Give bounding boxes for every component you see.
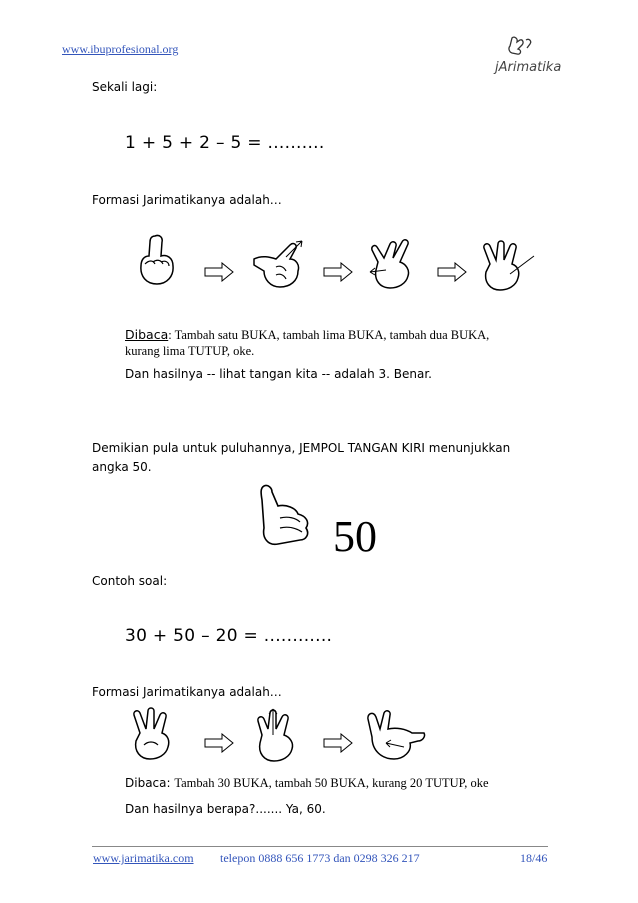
result-text-1: Dan hasilnya -- lihat tangan kita -- adalah 3. Benar. bbox=[125, 367, 432, 381]
equation-2: 30 + 50 – 20 = ............ bbox=[125, 626, 333, 646]
footer-divider bbox=[92, 846, 548, 847]
equation-1: 1 + 5 + 2 – 5 = .......... bbox=[125, 133, 325, 153]
hand-icon bbox=[130, 705, 180, 763]
header-url-link[interactable]: www.ibuprofesional.org bbox=[62, 42, 179, 56]
example-label: Contoh soal: bbox=[92, 574, 168, 588]
read-label-2: Dibaca: bbox=[125, 776, 171, 790]
hand-icon bbox=[364, 703, 428, 765]
right-arrow-icon bbox=[437, 262, 467, 282]
right-arrow-icon bbox=[323, 262, 353, 282]
read-text-1-line-2: kurang lima TUTUP, oke. bbox=[125, 344, 255, 358]
logo-text: jArimatika bbox=[495, 60, 562, 75]
read-text-2-content: Tambah 30 BUKA, tambah 50 BUKA, kurang 20 TUTUP, oke bbox=[174, 776, 489, 790]
read-text-1-line-1 bbox=[125, 327, 489, 343]
page-number: 18/46 bbox=[520, 851, 548, 865]
right-arrow-icon bbox=[204, 733, 234, 753]
hand-icon bbox=[250, 235, 312, 291]
tens-text-line-2: angka 50. bbox=[92, 460, 152, 474]
number-fifty: 50 bbox=[333, 512, 377, 561]
formation-label-1: Formasi Jarimatikanya adalah… bbox=[92, 193, 282, 207]
hand-icon bbox=[366, 236, 418, 290]
read-text: : Tambah satu BUKA, tambah lima BUKA, tambah dua BUKA, bbox=[168, 328, 490, 342]
hand-icon bbox=[250, 705, 304, 765]
result-text-2: Dan hasilnya berapa?....... Ya, 60. bbox=[125, 802, 326, 816]
right-arrow-icon bbox=[204, 262, 234, 282]
footer-contact: telepon 0888 656 1773 dan 0298 326 217 bbox=[220, 851, 420, 865]
thumb-hand-icon bbox=[256, 482, 318, 552]
intro-text: Sekali lagi: bbox=[92, 80, 158, 94]
hand-icon bbox=[480, 238, 538, 292]
tens-text-line-1: Demikian pula untuk puluhannya, JEMPOL TANGAN KIRI menunjukkan bbox=[92, 441, 511, 455]
formation-label-2: Formasi Jarimatikanya adalah… bbox=[92, 685, 282, 699]
read-label: Dibaca bbox=[125, 327, 169, 342]
read-text-2 bbox=[125, 776, 489, 791]
right-arrow-icon bbox=[323, 733, 353, 753]
hand-icon bbox=[133, 232, 183, 290]
footer-website-link[interactable]: www.jarimatika.com bbox=[93, 851, 194, 865]
